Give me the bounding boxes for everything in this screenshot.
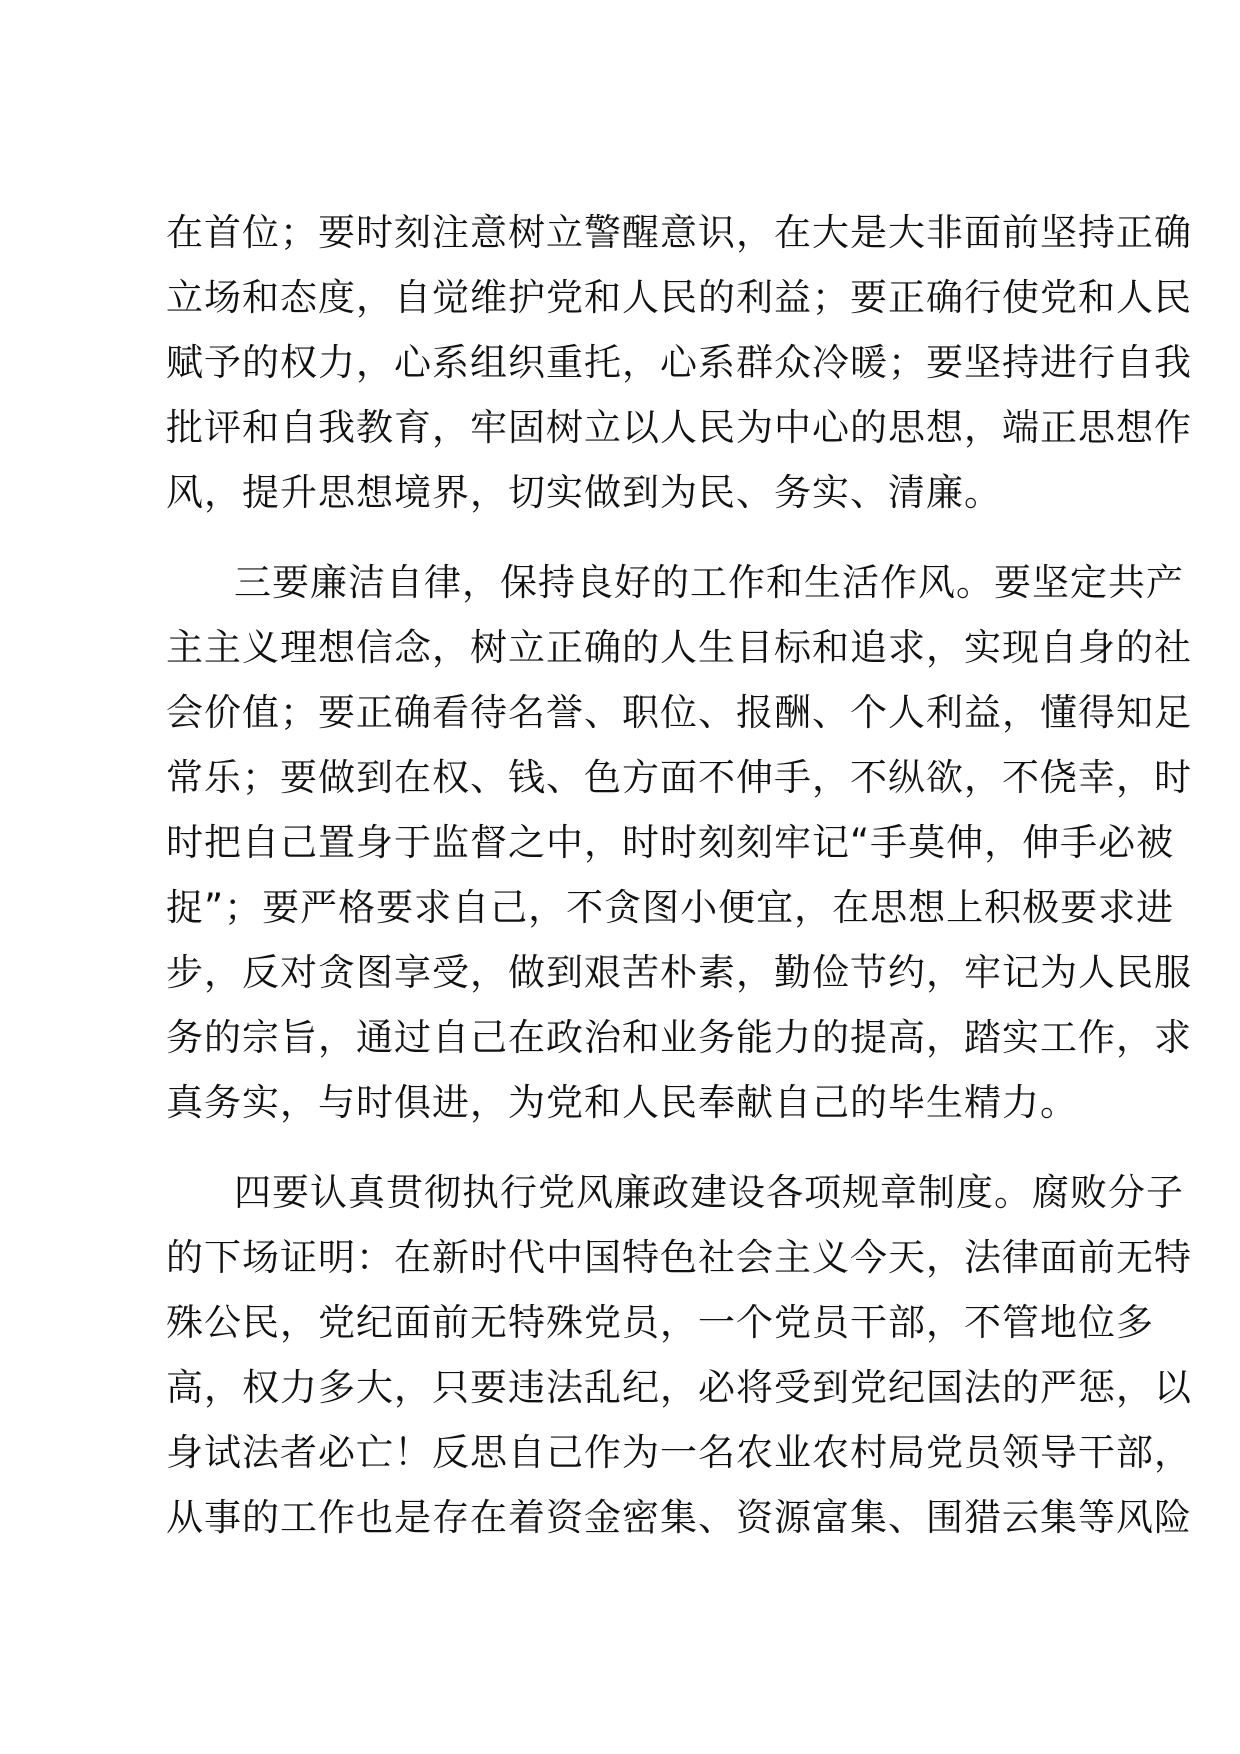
paragraph-line: 时把自己置身于监督之中，时时刻刻牢记“手莫伸，伸手必被 [166,821,1175,864]
paragraph-line: 高，权力多大，只要违法乱纪，必将受到党纪国法的严惩，以 [166,1366,1192,1409]
paragraph-2 [166,550,1192,1135]
document-body [166,200,1192,1550]
paragraph-line: 殊公民，党纪面前无特殊党员，一个党员干部，不管地位多 [166,1301,1154,1344]
paragraph-line: 在首位；要时刻注意树立警醒意识，在大是大非面前坚持正确 [166,211,1192,254]
paragraph-line: 真务实，与时俱进，为党和人民奉献自己的毕生精力。 [166,1081,1078,1124]
paragraph-line: 赋予的权力，心系组织重托，心系群众冷暖；要坚持进行自我 [166,341,1192,384]
paragraph-line: 立场和态度，自觉维护党和人民的利益；要正确行使党和人民 [166,276,1192,319]
paragraph-line: 三要廉洁自律，保持良好的工作和生活作风。要坚定共产 [234,561,1184,604]
paragraph-line: 的下场证明：在新时代中国特色社会主义今天，法律面前无特 [166,1236,1192,1279]
paragraph-line: 会价值；要正确看待名誉、职位、报酬、个人利益，懂得知足 [166,691,1192,734]
paragraph-line: 风，提升思想境界，切实做到为民、务实、清廉。 [166,471,1002,514]
paragraph-1 [166,200,1192,525]
paragraph-line: 身试法者必亡！反思自己作为一名农业农村局党员领导干部， [166,1431,1192,1474]
paragraph-line: 四要认真贯彻执行党风廉政建设各项规章制度。腐败分子 [234,1171,1184,1214]
paragraph-line: 捉”；要严格要求自己，不贪图小便宜，在思想上积极要求进 [166,886,1175,929]
paragraph-line: 务的宗旨，通过自己在政治和业务能力的提高，踏实工作，求 [166,1016,1192,1059]
paragraph-line: 从事的工作也是存在着资金密集、资源富集、围猎云集等风险 [166,1496,1192,1539]
paragraph-3 [166,1160,1192,1550]
paragraph-line: 主主义理想信念，树立正确的人生目标和追求，实现自身的社 [166,626,1192,669]
paragraph-spacer [166,1135,1076,1160]
paragraph-line: 批评和自我教育，牢固树立以人民为中心的思想，端正思想作 [166,406,1192,449]
paragraph-spacer [166,525,1076,550]
paragraph-line: 步，反对贪图享受，做到艰苦朴素，勤俭节约，牢记为人民服 [166,951,1192,994]
paragraph-line: 常乐；要做到在权、钱、色方面不伸手，不纵欲，不侥幸，时 [166,756,1192,799]
